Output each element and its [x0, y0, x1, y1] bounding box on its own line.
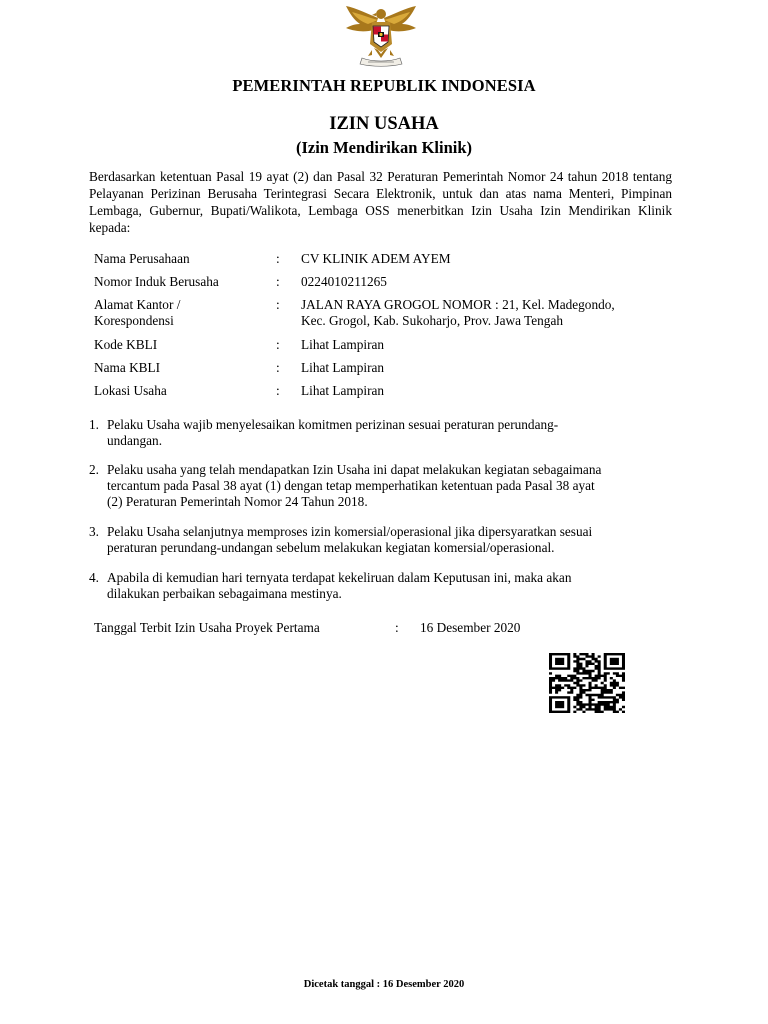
field-label-business-location: Lokasi Usaha — [94, 383, 167, 398]
list-item-line: Apabila di kemudian hari ternyata terdapat kekeliruan dalam Keputusan ini, maka akan — [107, 570, 572, 585]
field-value-company-name: CV KLINIK ADEM AYEM — [301, 251, 451, 266]
issued-date-label: Tanggal Terbit Izin Usaha Proyek Pertama — [94, 620, 320, 635]
list-item — [89, 462, 689, 510]
field-value-business-location: Lihat Lampiran — [301, 383, 385, 398]
field-colon: : — [276, 337, 280, 352]
list-item-number: 4. — [89, 570, 99, 585]
government-title: PEMERINTAH REPUBLIK INDONESIA — [232, 76, 536, 95]
document-subtitle: (Izin Mendirikan Klinik) — [295, 138, 473, 157]
field-value-address: JALAN RAYA GROGOL NOMOR : 21, Kel. Madegondo, — [301, 297, 615, 312]
list-item-line: dilakukan perbaikan sebagaimana mestinya. — [107, 586, 342, 601]
list-item-line: peraturan perundang-undangan sebelum melakukan kegiatan komersial/operasional. — [107, 540, 555, 555]
list-item — [89, 417, 689, 449]
field-colon: : — [276, 274, 280, 289]
list-item-number: 2. — [89, 462, 99, 477]
list-item-line: undangan. — [107, 433, 163, 448]
document-title: IZIN USAHA — [329, 114, 439, 134]
list-item-line: Pelaku usaha yang telah mendapatkan Izin Usaha ini dapat melakukan kegiatan sebagaimana — [107, 462, 602, 477]
field-value-kbli-code: Lihat Lampiran — [301, 337, 385, 352]
list-item-line: Pelaku Usaha selanjutnya memproses izin komersial/operasional jika dipersyaratkan sesuai — [107, 524, 593, 539]
field-label-nib: Nomor Induk Berusaha — [94, 274, 219, 289]
field-label-kbli-name: Nama KBLI — [94, 360, 161, 375]
intro-paragraph: Berdasarkan ketentuan Pasal 19 ayat (2) dan Pasal 32 Peraturan Pemerintah Nomor 24 tahun 2018 tentang Pelayanan Perizinan Berusaha Terintegrasi Secara Elektronik, untuk dan atas nama Menteri, Pimpinan Lembaga, Gubernur, Bupati/Walikota, Lembaga OSS menerbitkan Izin Usaha Izin Mendirikan Klinik kepada: — [89, 169, 672, 235]
issued-date-value: 16 Desember 2020 — [420, 620, 521, 635]
field-label-kbli-code: Kode KBLI — [94, 337, 158, 352]
field-value-kbli-name: Lihat Lampiran — [301, 360, 385, 375]
field-colon: : — [276, 297, 280, 312]
list-item-line: (2) Peraturan Pemerintah Nomor 24 Tahun 2018. — [107, 494, 368, 509]
list-item-line: Pelaku Usaha wajib menyelesaikan komitmen perizinan sesuai peraturan perundang- — [107, 417, 559, 432]
field-label-address: Alamat Kantor / — [94, 297, 181, 312]
list-item — [89, 524, 689, 556]
field-value-nib: 0224010211265 — [301, 274, 387, 289]
list-item-line: tercantum pada Pasal 38 ayat (1) dengan tetap memperhatikan ketentuan pada Pasal 38 ayat — [107, 478, 595, 493]
field-label-company-name: Nama Perusahaan — [94, 251, 190, 266]
field-colon: : — [276, 251, 280, 266]
qr-code-icon — [549, 653, 625, 713]
field-value-address-2: Kec. Grogol, Kab. Sukoharjo, Prov. Jawa Tengah — [301, 313, 563, 328]
list-item-number: 3. — [89, 524, 99, 539]
field-colon: : — [276, 360, 280, 375]
garuda-emblem-icon — [342, 4, 420, 68]
field-label-address-2: Korespondensi — [94, 313, 174, 328]
field-colon: : — [276, 383, 280, 398]
printed-date: Dicetak tanggal : 16 Desember 2020 — [303, 979, 465, 990]
issued-date-colon: : — [395, 620, 399, 635]
list-item — [89, 570, 689, 602]
list-item-number: 1. — [89, 417, 99, 432]
